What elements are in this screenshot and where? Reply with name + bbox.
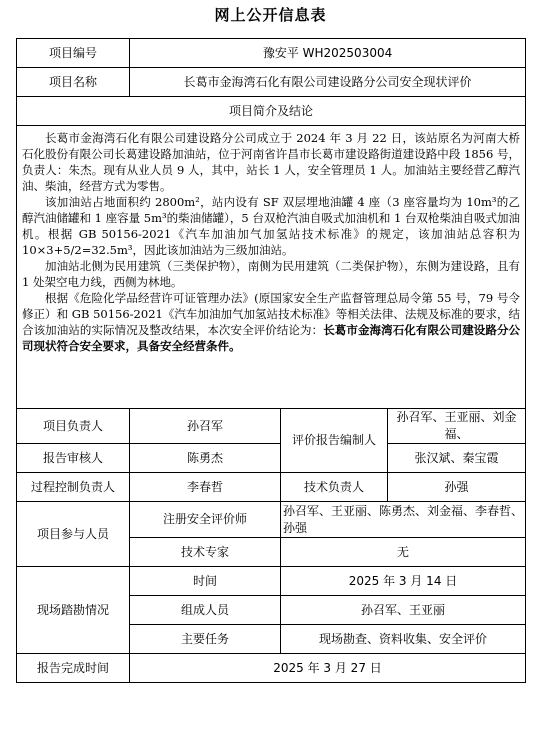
project-no-row (17, 39, 526, 68)
summary-paragraph-4-text: 根据《危险化学品经营许可证管理办法》(原国家安全生产监督管理总局令第 55 号，79 号令修正）和 GB 50156-2021《汽车加油加气加氢站技术标准》等相关法律、法规及标准的要求，结合该加油站的实际情况及整改结果，本次安全评价结论为： (22, 291, 521, 337)
completion-label: 报告完成时间 (17, 654, 130, 683)
summary-heading: 项目简介及结论 (17, 97, 526, 126)
project-name-value: 长葛市金海湾石化有限公司建设路分公司安全现状评价 (130, 68, 526, 97)
survey-tasks-value: 现场勘查、资料收集、安全评价 (281, 625, 526, 654)
survey-members-value: 孙召军、王亚丽 (281, 596, 526, 625)
project-leader-value: 孙召军 (130, 409, 281, 444)
survey-time-value: 2025 年 3 月 14 日 (281, 567, 526, 596)
project-name-row (17, 68, 526, 97)
summary-paragraph-1: 长葛市金海湾石化有限公司建设路分公司成立于 2024 年 3 月 22 日，该站原名为河南大桥石化股份有限公司长葛建设路加油站，位于河南省许昌市长葛市建设路街道建设路中段 1856 号，负责人：朱杰。现有从业人员 9 人，其中，站长 1 人，安全管理员 1 人。加油站主要经营乙醇汽油、柴油，经营方式为零售。 (22, 131, 521, 193)
tech-leader-label: 技术负责人 (281, 473, 388, 502)
report-editor-label: 评价报告编制人 (281, 409, 388, 473)
reviewer-value: 陈勇杰 (130, 444, 281, 473)
registered-evaluator-row (17, 502, 526, 538)
summary-conclusion: 长葛市金海湾石化有限公司建设路分公司现状符合安全要求，具备安全经营条件。 (22, 323, 521, 353)
project-no-value: 豫安平 WH202503004 (130, 39, 526, 68)
survey-time-label: 时间 (130, 567, 281, 596)
report-editors-line-1: 孙召军、王亚丽、刘金福、 (388, 409, 526, 444)
reviewer-label: 报告审核人 (17, 444, 130, 473)
summary-paragraph-3: 加油站北侧为民用建筑（三类保护物），南侧为民用建筑（二类保护物），东侧为建设路，且有 1 处架空电力线，西侧为林地。 (22, 259, 521, 289)
control-row (17, 473, 526, 502)
process-controller-value: 李春哲 (130, 473, 281, 502)
info-table (16, 38, 526, 683)
survey-tasks-label: 主要任务 (130, 625, 281, 654)
site-survey-label: 现场踏勘情况 (17, 567, 130, 654)
survey-members-label: 组成人员 (130, 596, 281, 625)
summary-body (17, 126, 526, 409)
process-controller-label: 过程控制负责人 (17, 473, 130, 502)
leader-row (17, 409, 526, 444)
registered-evaluators-value: 孙召军、王亚丽、陈勇杰、刘金福、李春哲、孙强 (281, 502, 526, 538)
survey-time-row (17, 567, 526, 596)
project-name-label: 项目名称 (17, 68, 130, 97)
participants-label: 项目参与人员 (17, 502, 130, 567)
summary-paragraph-2: 该加油站占地面积约 2800m²，站内设有 SF 双层埋地油罐 4 座（3 座容量均为 10m³的乙醇汽油储罐和 1 座容量 5m³的柴油储罐），5 台双枪汽油自吸式加油机和 1 台双枪柴油自吸式加油机。根据 GB 50156-2021《汽车加油加气加氢站技术标准》的规定，该加油站总容积为 10×3+5/2=32.5m³，因此该加油站为三级加油站。 (22, 195, 521, 257)
completion-value: 2025 年 3 月 27 日 (130, 654, 526, 683)
summary-heading-row (17, 97, 526, 126)
reviewer-row (17, 444, 526, 473)
completion-row (17, 654, 526, 683)
tech-leader-value: 孙强 (388, 473, 526, 502)
registered-evaluator-label: 注册安全评价师 (130, 502, 281, 538)
summary-row (17, 126, 526, 409)
tech-expert-value: 无 (281, 538, 526, 567)
report-editors-line-2: 张汉斌、秦宝霞 (388, 444, 526, 473)
tech-expert-label: 技术专家 (130, 538, 281, 567)
summary-paragraph-4 (22, 290, 520, 354)
project-leader-label: 项目负责人 (17, 409, 130, 444)
project-no-label: 项目编号 (17, 39, 130, 68)
page-title: 网上公开信息表 (214, 6, 327, 24)
